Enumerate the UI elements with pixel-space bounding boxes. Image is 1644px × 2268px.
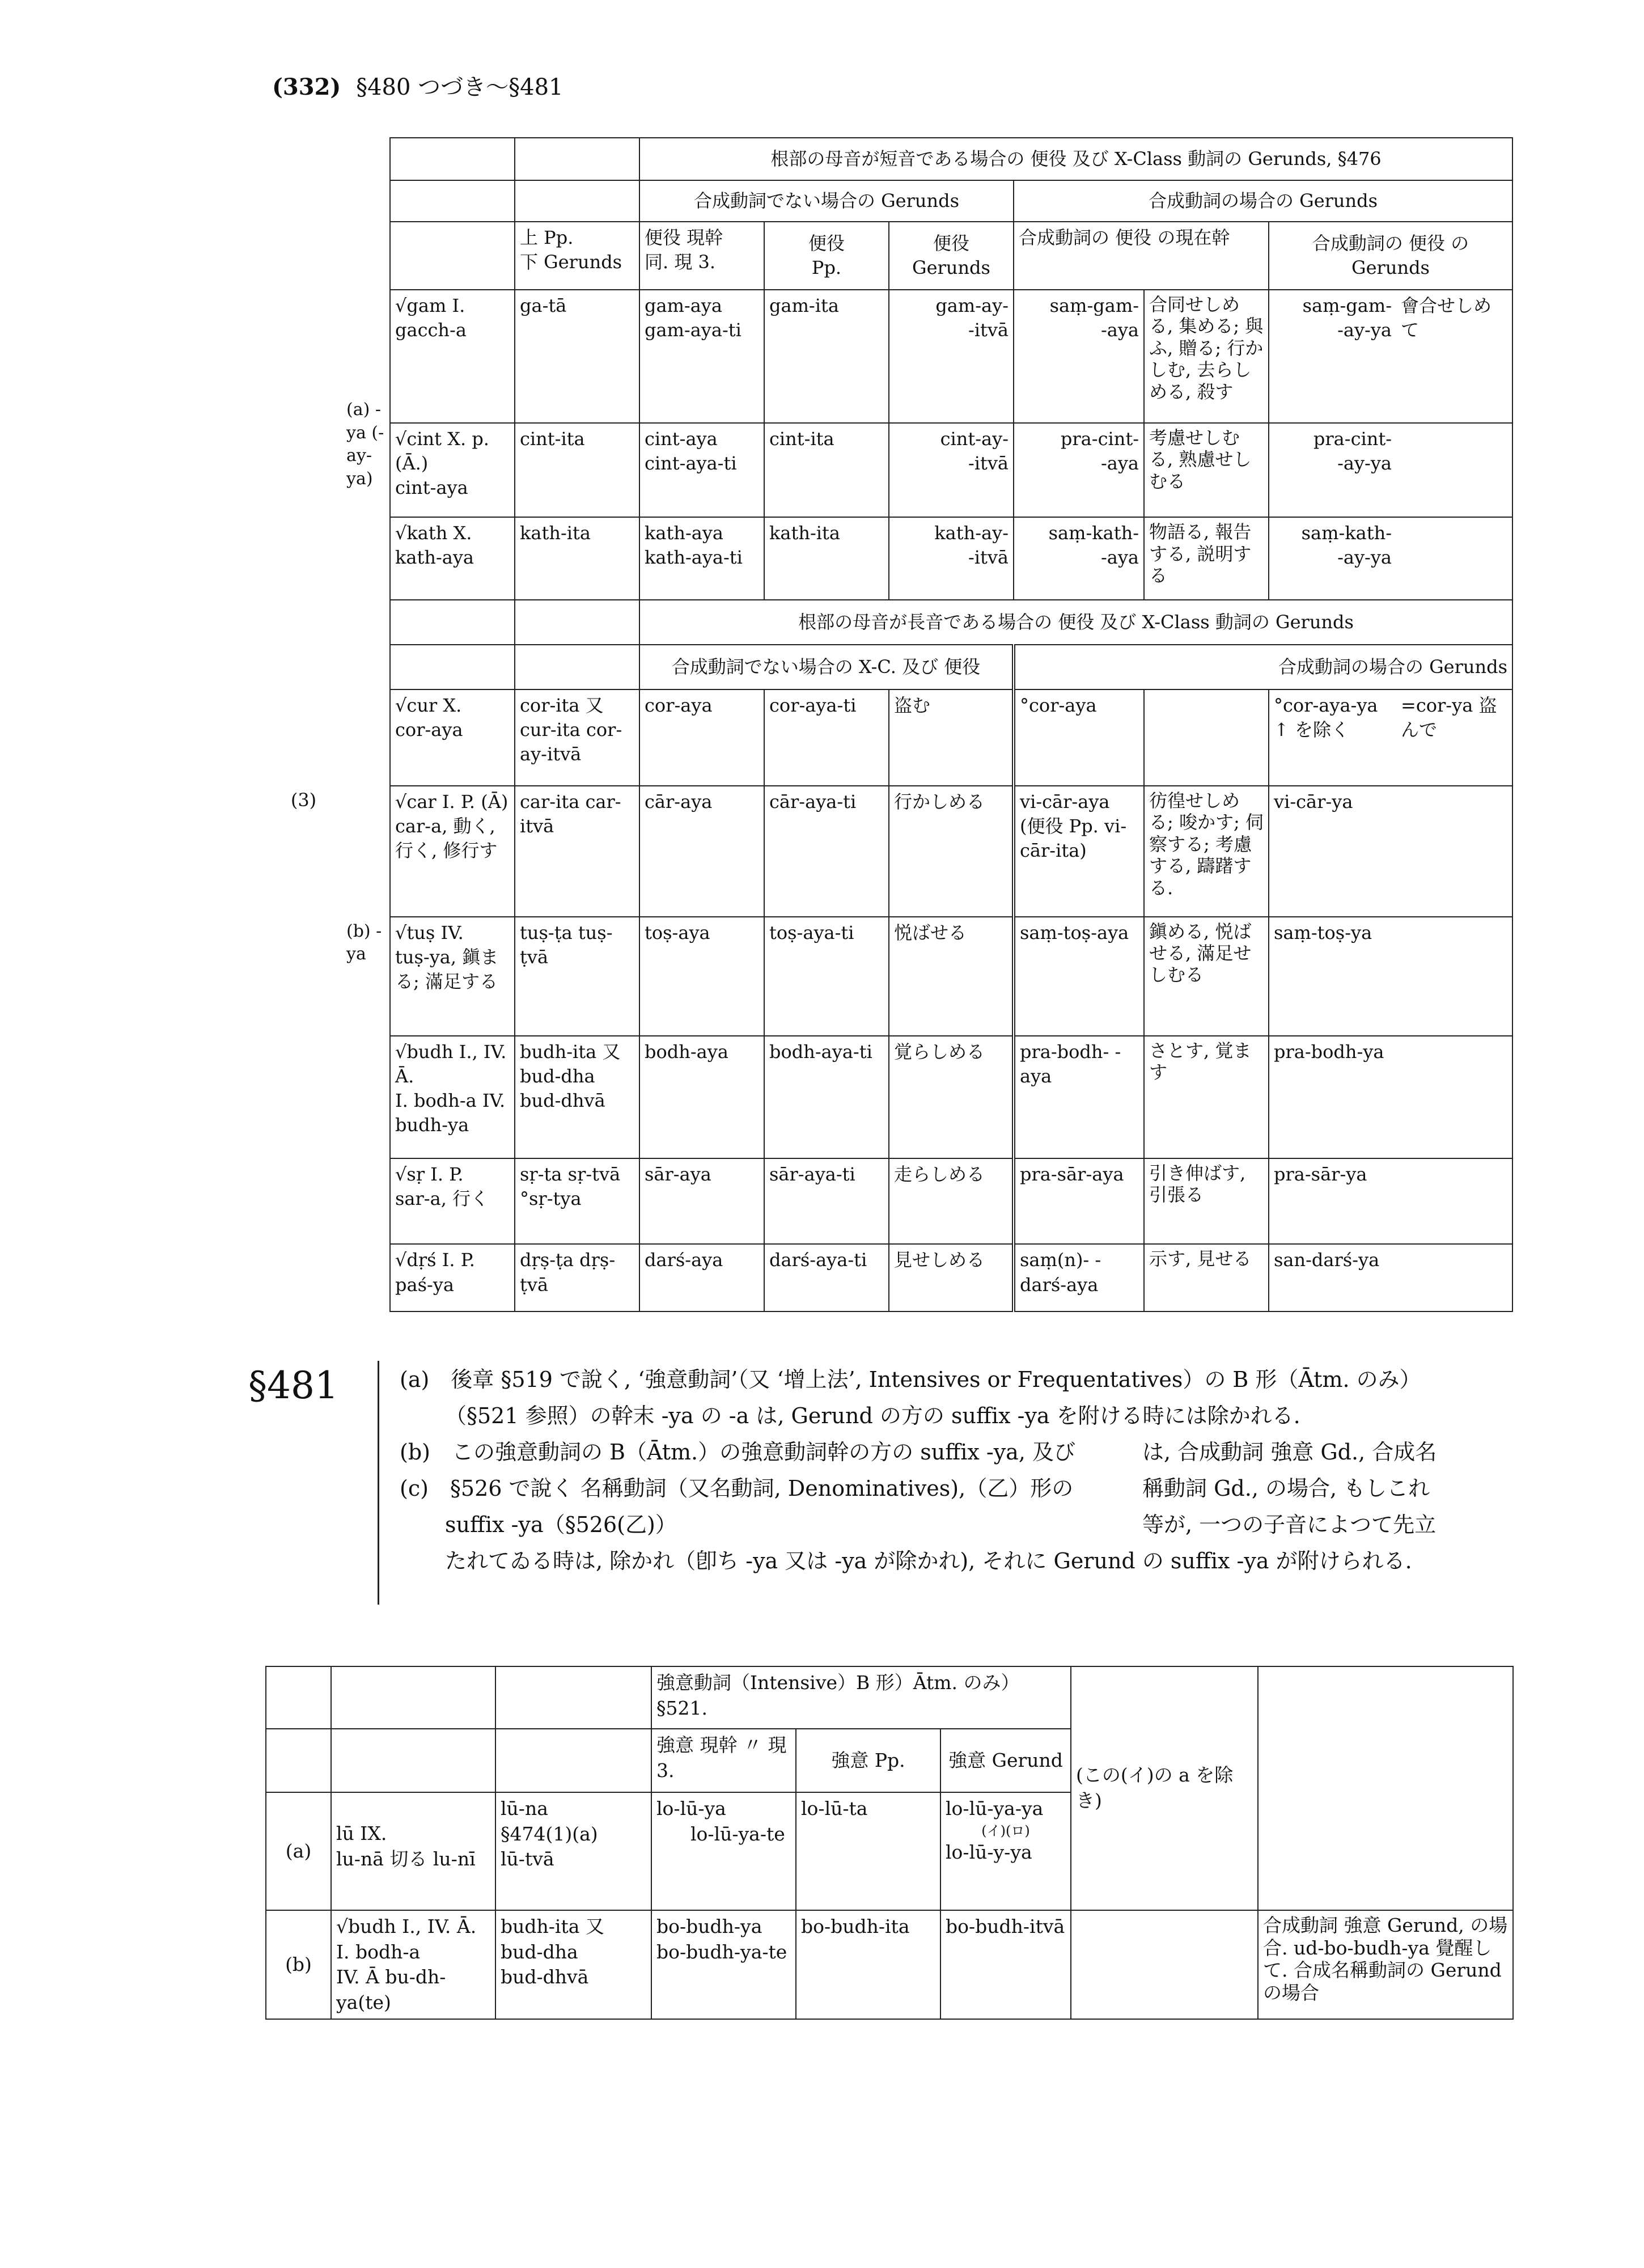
section-paragraph: (a) 後章 §519 で說く, ‘強意動詞’（又 ‘增上法’, Intensives or Frequentatives）の B 形（Ātm. のみ） （§521 参照）の幹末 -ya の -a は, Gerund の方の suffix -ya を附ける時には除かれる. (b) この強意動詞の B（Ātm.）の強意動詞幹の方の suffix -ya, 及び は, 合成動詞 強意 Gd., 合成名 (c) §526 で說く 名稱動詞（又名動詞, Denominatives),（乙）形の 稱動詞 Gd., の場合, もしこれ suffix -ya（§526(乙)） 等が, 一つの子音によつて先立 たれてゐる時は, 除かれ（卽ち -ya 又は -ya が除かれ), それに Gerund の suffix -ya が附けられる. [400, 1367, 1437, 1573]
col-header-int-ger: 強意 Gerund [940, 1729, 1071, 1792]
side-label-a: (a) -ya (-ay-ya) [346, 400, 384, 489]
sub-noncomp-short: 合成動詞でない場合の Gerunds [639, 180, 1014, 222]
table-row: √sṛ I. P. sar-a, 行く sṛ-ta sṛ-tvā °sṛ-tya sār-aya sār-aya-ti 走らしめる pra-sār-aya 引き伸ばす, 引張る pra-sār-ya [265, 1158, 1512, 1245]
table-row: √cint X. p. (Ā.) cint-aya cint-ita cint-aya cint-aya-ti cint-ita cint-ay- -itvā pra-cint- -aya 考慮せしむる, 熟慮せしむる pra-cint- -ay-ya [265, 423, 1512, 517]
table-row: √cur X. cor-aya cor-ita 又 cur-ita cor-ay-itvā cor-aya cor-aya-ti 盗む °cor-aya °cor-aya-ya ↑ を除く =cor-ya 盗んで [265, 689, 1512, 786]
col-header-comp-ger: 合成動詞の 便役 の Gerunds [1269, 222, 1512, 290]
sub-comp-long: 合成動詞の場合の Gerunds [1014, 645, 1512, 689]
intensive-table [265, 1666, 1514, 2020]
caption-short: 根部の母音が短音である場合の 便役 及び X-Class 動詞の Gerunds, §476 [639, 138, 1512, 180]
table-row: (b) -ya √tuṣ IV. tuṣ-ya, 鎭まる; 滿足する tuṣ-ṭa tuṣ-ṭvā toṣ-aya toṣ-aya-ti 悦ばせる saṃ-toṣ-aya 鎭める, 悦ばせる, 滿足せしむる saṃ-toṣ-ya [265, 917, 1512, 1036]
table-row: (b) √budh I., IV. Ā. I. bodh-a IV. Ā bu-dh-ya(te) budh-ita 又 bud-dha bud-dhvā bo-budh-ya bo-budh-ya-te bo-budh-ita bo-budh-itvā 合成動詞 強意 Gerund, の場合. ud-bo-budh-ya 覺醒して. 合成名稱動詞の Gerund の場合 [266, 1910, 1513, 2019]
section-range: §480 つづき～§481 [356, 74, 563, 100]
page-header [272, 69, 563, 101]
col-header-pres: 便役 現幹 同. 現 3. [639, 222, 764, 290]
caption-long: 根部の母音が長音である場合の 便役 及び X-Class 動詞の Gerunds [639, 600, 1512, 645]
page-number: (332) [272, 74, 341, 100]
section-number: §481 [248, 1364, 338, 1407]
col-header-pp: 上 Pp. 下 Gerunds [515, 222, 639, 290]
table-row: √dṛś I. P. paś-ya dṛṣ-ṭa dṛṣ-ṭvā darś-aya darś-aya-ti 見せしめる saṃ(n)- -darś-aya 示す, 見せる san-darś-ya [265, 1244, 1512, 1311]
col-header-cger: 便役 Gerunds [889, 222, 1014, 290]
table-row: √kath X. kath-aya kath-ita kath-aya kath-aya-ti kath-ita kath-ay- -itvā saṃ-kath- -aya 物語る, 報告する, 説明する saṃ-kath- -ay-ya [265, 517, 1512, 599]
col-header-int-pp: 強意 Pp. [796, 1729, 940, 1792]
gerund-table-main [265, 137, 1513, 1312]
sub-comp-short: 合成動詞の場合の Gerunds [1014, 180, 1512, 222]
note-a: (この(イ)の a を除き) [1071, 1666, 1258, 1910]
col-header-comp-pres: 合成動詞の 便役 の現在幹 [1014, 222, 1269, 290]
table-row: √budh I., IV. Ā. I. bodh-a IV. budh-ya budh-ita 又 bud-dha bud-dhvā bodh-aya bodh-aya-ti 覚らしめる pra-bodh- -aya さとす, 覚ます pra-bodh-ya [265, 1036, 1512, 1158]
side-label-b: (b) -ya [346, 921, 382, 964]
table-row: (3) (a) -ya (-ay-ya) √gam I. gacch-a ga-tā gam-aya gam-aya-ti gam-ita gam-ay- -itvā saṃ-gam- -aya 合同せしめる, 集める; 與ふ, 贈る; 行かしむ, 去らしめる, 殺す saṃ-gam- -ay-ya 會合せしめて [265, 290, 1512, 423]
col-header-int-pres: 強意 現幹 〃 現 3. [651, 1729, 796, 1792]
side-label-3: (3) [290, 789, 317, 811]
sub-noncomp-long: 合成動詞でない場合の X-C. 及び 便役 [639, 645, 1014, 689]
caption-intensive: 強意動詞（Intensive）B 形）Ātm. のみ）§521. [651, 1666, 1071, 1729]
table-row: (a) lū IX. lu-nā 切る lu-nī lū-na §474(1)(a) lū-tvā lo-lū-ya lo-lū-ya-te lo-lū-ta lo-lū-ya-ya (イ)(ロ) lo-lū-y-ya [266, 1792, 1513, 1910]
table-row: √car I. P. (Ā) car-a, 動く, 行く, 修行す car-ita car-itvā cār-aya cār-aya-ti 行かしめる vi-cār-aya (便役 Pp. vi-cār-ita) 彷徨せしめる; 唆かす; 伺察する; 考慮する, 躊躇する. vi-cār-ya [265, 786, 1512, 917]
note-b: 合成動詞 強意 Gerund, の場合. ud-bo-budh-ya 覺醒して. 合成名稱動詞の Gerund の場合 [1258, 1910, 1513, 2019]
section-rule [378, 1361, 379, 1605]
col-header-cpp: 便役 Pp. [764, 222, 889, 290]
